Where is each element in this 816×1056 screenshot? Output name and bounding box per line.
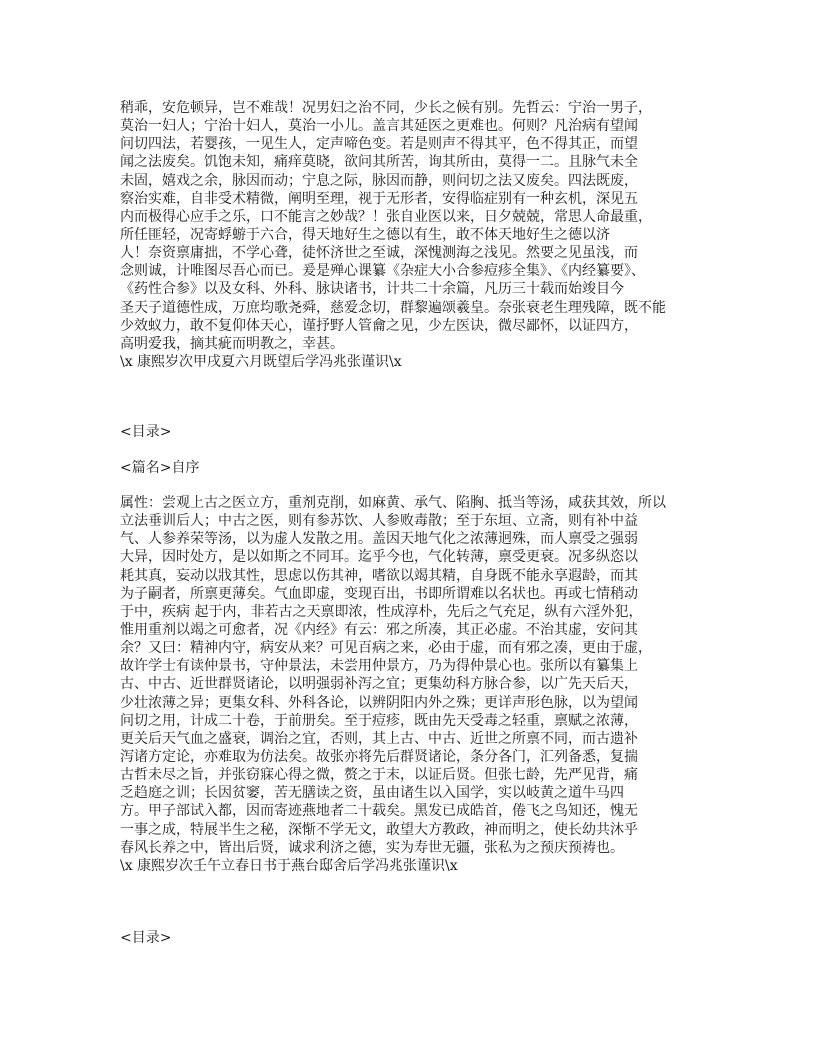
text-line: 莫治一妇人；宁治十妇人，莫治一小儿。盖言其延医之更难也。何则？凡治病有望闻 bbox=[120, 118, 638, 135]
text-line: 余？又曰：精神内守，病安从来？可见百病之来，必由于虚，而有邪之凑，更由于虚， bbox=[120, 640, 652, 657]
text-line: 《药性合参》以及女科、外科、脉诀诸书，计共二十余篇，凡历三十载而始竣目今 bbox=[120, 281, 624, 298]
text-line: 更关后天气血之盛衰，调治之宜，否则，其上古、中古、近世之所禀不同，而古遗补 bbox=[120, 730, 638, 747]
text-line: 问切四法，若婴孩，一见生人，定声啼色变。若是则声不得其平，色不得其正，而望 bbox=[120, 136, 638, 153]
text-line: 高明爱我，摘其疵而明教之，幸甚。 bbox=[120, 335, 344, 352]
text-line: \x 康熙岁次壬午立春日书于燕台邸舍后学冯兆张谨识\x bbox=[120, 857, 458, 874]
text-line: 乏趋庭之训；长因贫窭，苦无膳读之资，虽由诸生以入国学，实以岐黄之道牛马四 bbox=[120, 785, 624, 802]
text-line: 气、人参养荣等汤，以为虚人发散之用。盖因天地气化之浓薄迥殊，而人禀受之强弱 bbox=[120, 531, 638, 548]
text-line: 少壮浓薄之异；更集女科、外科各论，以辨阴阳内外之殊；更详声形色脉，以为望闻 bbox=[120, 694, 638, 711]
text-line: 问切之用，计成二十卷，于前册矣。至于痘疹，既由先天受毒之轻重，禀赋之浓薄， bbox=[120, 712, 638, 729]
self-preface-paragraph bbox=[120, 494, 760, 875]
text-line: 为子嗣者，所禀更薄矣。气血即虚，变现百出，书即所谓难以名状也。再或七情稍动 bbox=[120, 585, 638, 602]
text-line: 立法垂训后人；中古之医，则有参苏饮、人参败毒散；至于东垣、立斋，则有补中益 bbox=[120, 513, 638, 530]
text-line: 古哲未尽之旨，并张窃寐心得之微，赘之于末，以证后贤。但张七龄，先严见背，痛 bbox=[120, 767, 638, 784]
text-line: 泻诸方定论，亦难取为仿法矣。故张亦将先后群贤诸论，条分各门，汇列备悉，复揣 bbox=[120, 748, 638, 765]
toc-heading: <目录> bbox=[120, 424, 172, 440]
text-line: 念则诚，计唯图尽吾心而已。爰是殚心课纂《杂症大小合参痘疹全集》、《内经纂要》、 bbox=[120, 263, 645, 280]
text-line: 察治实难，自非受术精微，阐明至理，视于无形者，安得临症别有一种玄机，深见五 bbox=[120, 190, 638, 207]
text-line: 圣天子道德性成，万庶均歌尧舜，慈爱念切，群黎遍颂羲皇。奈张衰老生理残障，既不能 bbox=[120, 299, 666, 316]
text-line: 人！奈资禀庸拙，不学心聋，徒怀济世之至诚，深愧测海之浅见。然要之见虽浅，而 bbox=[120, 245, 638, 262]
chapter-title: <篇名>自序 bbox=[120, 460, 200, 476]
text-line: 大异，因时处方，是以如斯之不同耳。迄乎今也，气化转薄，禀受更衰。况多纵恣以 bbox=[120, 549, 638, 566]
text-line: 内而极得心应手之乐，口不能言之妙哉？！张自业医以来，日夕兢兢，常思人命最重， bbox=[120, 208, 652, 225]
text-line: 春风长养之中，皆出后贤，诚求利济之德，实为寿世无疆，张私为之预庆预祷也。 bbox=[120, 839, 624, 856]
text-line: 于中，疾病 起于内，非若古之天禀即浓，性成淳朴，先后之气充足，纵有六淫外犯， bbox=[120, 603, 643, 620]
text-line: 少效蚁力，敢不复仰体天心，谨抒野人管龠之见，少左医诀，微尽鄙怀，以证四方， bbox=[120, 317, 638, 334]
text-line: 耗其真，妄动以戕其性，思虑以伤其神，嗜欲以竭其精，自身既不能永享遐龄，而其 bbox=[120, 567, 638, 584]
text-line: \x 康熙岁次甲戌夏六月既望后学冯兆张谨识\x bbox=[120, 353, 402, 370]
text-line: 稍乖，安危顿异，岂不难哉！况男妇之治不同，少长之候有别。先哲云：宁治一男子， bbox=[120, 100, 652, 116]
text-line: 所任匪轻，况寄蜉蝣于六合，得天地好生之德以有生，敢不体天地好生之德以济 bbox=[120, 226, 610, 243]
text-line: 方。甲子部试入都，因而寄迹燕地者二十载矣。黑发已成皓首，倦飞之鸟知还，愧无 bbox=[120, 803, 638, 820]
text-line: 未固，嬉戏之余，脉因而动；宁息之际，脉因而静，则问切之法又废矣。四法既废， bbox=[120, 172, 638, 189]
text-line: 属性：尝观上古之医立方，重剂克削，如麻黄、承气、陷胸、抵当等汤，咸获其效，所以 bbox=[120, 495, 666, 511]
text-line: 故许学士有读仲景书，守仲景法，未尝用仲景方，乃为得仲景心也。张所以有纂集上 bbox=[120, 658, 638, 675]
text-line: 闻之法废矣。饥饱未知，痛痒莫晓，欲问其所苦，询其所由，莫得一二。且脉气未全 bbox=[120, 154, 638, 171]
text-line: 惟用重剂以竭之可愈者，况《内经》有云：邪之所凑，其正必虚。不治其虚，安问其 bbox=[120, 621, 638, 638]
preface-continued-paragraph bbox=[120, 99, 760, 371]
toc-heading: <目录> bbox=[120, 930, 172, 946]
text-line: 一事之成，特展半生之秘，深惭不学无文，敢望大方教政，神而明之，使长幼共沐乎 bbox=[120, 821, 638, 838]
text-line: 古、中古、近世群贤诸论，以明强弱补泻之宜；更集幼科方脉合参，以广先天后天， bbox=[120, 676, 638, 693]
